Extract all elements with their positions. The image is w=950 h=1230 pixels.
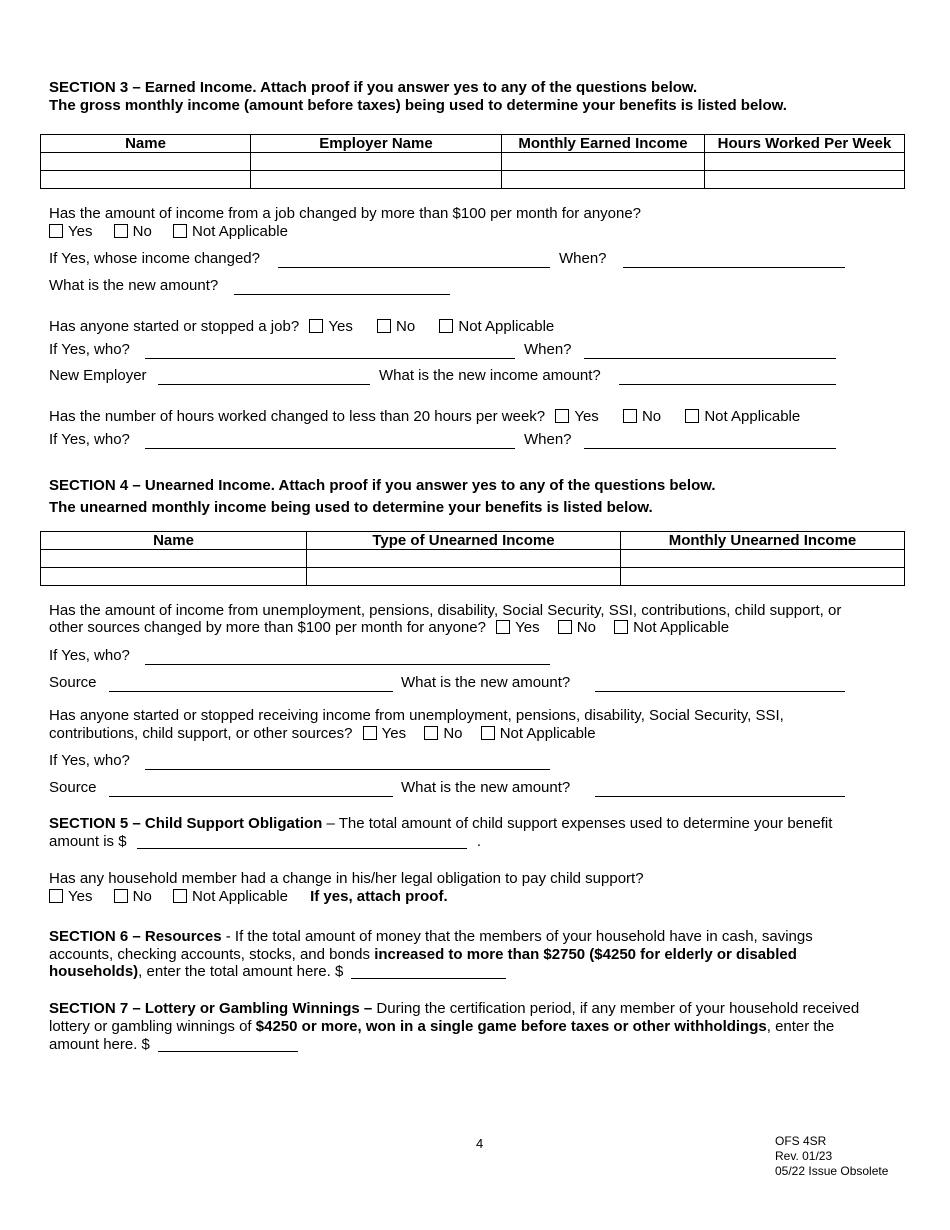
winnings-amount-label: amount here. $ bbox=[49, 1036, 150, 1053]
col-name: Name bbox=[41, 135, 251, 153]
source-label: Source bbox=[49, 779, 97, 796]
section7-threshold: $4250 or more, won in a single game before taxes or other withholdings bbox=[255, 1018, 767, 1035]
new-amount-label: What is the new amount? bbox=[49, 277, 219, 294]
table-cell[interactable] bbox=[307, 550, 621, 568]
earned-income-table bbox=[40, 134, 905, 189]
not-applicable-checkbox[interactable] bbox=[614, 620, 628, 634]
not-applicable-label: Not Applicable bbox=[704, 408, 801, 425]
whose-income-field[interactable] bbox=[278, 253, 550, 268]
yes-checkbox[interactable] bbox=[496, 620, 510, 634]
section5-line1 bbox=[49, 815, 832, 833]
yes-checkbox[interactable] bbox=[363, 726, 377, 740]
not-applicable-checkbox[interactable] bbox=[685, 409, 699, 423]
section5-text: – The total amount of child support expenses used to determine your benefit bbox=[322, 815, 833, 832]
col-name: Name bbox=[41, 532, 307, 550]
table-cell[interactable] bbox=[502, 171, 705, 189]
table-header-row bbox=[41, 532, 905, 550]
section6-households: households) bbox=[49, 963, 139, 980]
s4-q1-text: other sources changed by more than $100 per month for anyone? bbox=[49, 619, 486, 636]
no-checkbox[interactable] bbox=[114, 889, 128, 903]
table-cell[interactable] bbox=[705, 171, 905, 189]
new-income-label: What is the new income amount? bbox=[379, 367, 601, 384]
table-row bbox=[41, 550, 905, 568]
not-applicable-label: Not Applicable bbox=[458, 318, 555, 335]
yes-label: Yes bbox=[68, 888, 93, 905]
section3-heading: SECTION 3 – Earned Income. Attach proof if you answer yes to any of the questions below. bbox=[49, 79, 698, 96]
child-support-amount-field[interactable] bbox=[137, 834, 467, 849]
when-field[interactable] bbox=[623, 253, 845, 268]
new-employer-field[interactable] bbox=[158, 370, 370, 385]
section6-title: SECTION 6 – Resources bbox=[49, 928, 222, 945]
no-checkbox[interactable] bbox=[424, 726, 438, 740]
table-cell[interactable] bbox=[41, 153, 251, 171]
col-type-unearned-income: Type of Unearned Income bbox=[307, 532, 621, 550]
if-yes-who-label: If Yes, who? bbox=[49, 647, 130, 664]
table-row bbox=[41, 153, 905, 171]
not-applicable-checkbox[interactable] bbox=[173, 889, 187, 903]
period: . bbox=[476, 833, 482, 850]
section6-line2 bbox=[49, 946, 797, 964]
yes-checkbox[interactable] bbox=[309, 319, 323, 333]
yes-checkbox[interactable] bbox=[49, 224, 63, 238]
yes-label: Yes bbox=[574, 408, 599, 425]
col-employer-name: Employer Name bbox=[251, 135, 502, 153]
no-label: No bbox=[641, 408, 662, 425]
s4-q1-line1: Has the amount of income from unemployment, pensions, disability, Social Security, SSI, contributions, child support, or bbox=[49, 602, 842, 619]
s3-q2-text: Has anyone started or stopped a job? bbox=[49, 318, 300, 335]
new-amount-field[interactable] bbox=[595, 677, 845, 692]
table-cell[interactable] bbox=[41, 568, 307, 586]
section4-subheading: The unearned monthly income being used to determine your benefits is listed below. bbox=[49, 499, 653, 516]
section7-line1 bbox=[49, 1000, 859, 1018]
obsolete-note: 05/22 Issue Obsolete bbox=[775, 1164, 889, 1178]
section6-line1 bbox=[49, 928, 813, 946]
resources-amount-field[interactable] bbox=[351, 964, 506, 979]
when-label: When? bbox=[524, 431, 572, 448]
table-cell[interactable] bbox=[251, 171, 502, 189]
section5-line2 bbox=[49, 833, 481, 851]
attach-proof-note: If yes, attach proof. bbox=[310, 888, 448, 905]
no-label: No bbox=[132, 223, 152, 240]
section6-line3 bbox=[49, 963, 506, 981]
section7-text: During the certification period, if any member of your household received bbox=[372, 1000, 860, 1017]
table-row bbox=[41, 568, 905, 586]
col-monthly-unearned-income: Monthly Unearned Income bbox=[621, 532, 905, 550]
s4-q1-line2 bbox=[49, 619, 729, 637]
yes-label: Yes bbox=[381, 725, 407, 742]
who-field[interactable] bbox=[145, 344, 515, 359]
when-field[interactable] bbox=[584, 434, 836, 449]
section7-text2: lottery or gambling winnings of bbox=[49, 1018, 256, 1035]
new-amount-label: What is the new amount? bbox=[401, 674, 571, 691]
not-applicable-label: Not Applicable bbox=[192, 223, 288, 240]
if-yes-who-label: If Yes, who? bbox=[49, 752, 130, 769]
table-cell[interactable] bbox=[41, 550, 307, 568]
section7-line2 bbox=[49, 1018, 834, 1036]
if-yes-who-label: If Yes, who? bbox=[49, 431, 130, 448]
not-applicable-label: Not Applicable bbox=[499, 725, 596, 742]
new-income-field[interactable] bbox=[619, 370, 836, 385]
form-id: OFS 4SR bbox=[775, 1134, 827, 1148]
section6-text3: , enter the total amount here. $ bbox=[138, 963, 344, 980]
not-applicable-checkbox[interactable] bbox=[439, 319, 453, 333]
source-field[interactable] bbox=[109, 677, 393, 692]
form-revision: Rev. 01/23 bbox=[775, 1149, 833, 1163]
section5-title: SECTION 5 – Child Support Obligation bbox=[49, 815, 323, 832]
table-header-row bbox=[41, 135, 905, 153]
table-cell[interactable] bbox=[705, 153, 905, 171]
not-applicable-checkbox[interactable] bbox=[173, 224, 187, 238]
source-label: Source bbox=[49, 674, 97, 691]
table-cell[interactable] bbox=[621, 568, 905, 586]
section6-text: - If the total amount of money that the members of your household have in cash, savings bbox=[221, 928, 813, 945]
col-monthly-earned-income: Monthly Earned Income bbox=[502, 135, 705, 153]
section7-line3 bbox=[49, 1036, 298, 1054]
table-row bbox=[41, 171, 905, 189]
yes-checkbox[interactable] bbox=[49, 889, 63, 903]
no-checkbox[interactable] bbox=[377, 319, 391, 333]
no-label: No bbox=[132, 888, 152, 905]
when-field[interactable] bbox=[584, 344, 836, 359]
table-cell[interactable] bbox=[307, 568, 621, 586]
section6-threshold: increased to more than $2750 ($4250 for elderly or disabled bbox=[374, 946, 797, 963]
new-amount-label: What is the new amount? bbox=[401, 779, 571, 796]
table-cell[interactable] bbox=[502, 153, 705, 171]
s3-q3-text: Has the number of hours worked changed to less than 20 hours per week? bbox=[49, 408, 546, 425]
s3-q2 bbox=[49, 318, 554, 336]
no-checkbox[interactable] bbox=[558, 620, 572, 634]
unearned-income-table bbox=[40, 531, 905, 586]
source-field[interactable] bbox=[109, 782, 393, 797]
whose-income-label: If Yes, whose income changed? bbox=[49, 250, 260, 267]
section6-text2: accounts, checking accounts, stocks, and bonds bbox=[49, 946, 375, 963]
section7-text2c: , enter the bbox=[766, 1018, 835, 1035]
not-applicable-label: Not Applicable bbox=[192, 888, 288, 905]
s4-q2-text: contributions, child support, or other sources? bbox=[49, 725, 353, 742]
if-yes-who-label: If Yes, who? bbox=[49, 341, 130, 358]
s5-options bbox=[49, 888, 448, 906]
no-label: No bbox=[396, 318, 416, 335]
section3-subheading: The gross monthly income (amount before taxes) being used to determine your benefits is listed below. bbox=[49, 97, 787, 114]
winnings-amount-field[interactable] bbox=[158, 1037, 298, 1052]
when-label: When? bbox=[559, 250, 607, 267]
section4-heading: SECTION 4 – Unearned Income. Attach proof if you answer yes to any of the questions below. bbox=[49, 477, 716, 494]
yes-label: Yes bbox=[515, 619, 540, 636]
new-employer-label: New Employer bbox=[49, 367, 147, 384]
yes-label: Yes bbox=[68, 223, 93, 240]
no-label: No bbox=[576, 619, 596, 636]
table-cell[interactable] bbox=[251, 153, 502, 171]
not-applicable-label: Not Applicable bbox=[633, 619, 730, 636]
s3-q1-options bbox=[49, 223, 288, 241]
no-checkbox[interactable] bbox=[623, 409, 637, 423]
not-applicable-checkbox[interactable] bbox=[481, 726, 495, 740]
who-field[interactable] bbox=[145, 755, 550, 770]
table-cell[interactable] bbox=[41, 171, 251, 189]
no-label: No bbox=[443, 725, 463, 742]
when-label: When? bbox=[524, 341, 572, 358]
s4-q2-line2 bbox=[49, 725, 596, 743]
new-amount-field[interactable] bbox=[234, 280, 450, 295]
who-field[interactable] bbox=[145, 650, 550, 665]
yes-label: Yes bbox=[328, 318, 353, 335]
child-support-amount-label: amount is $ bbox=[49, 833, 127, 850]
s3-q3 bbox=[49, 408, 800, 426]
yes-checkbox[interactable] bbox=[555, 409, 569, 423]
section7-title: SECTION 7 – Lottery or Gambling Winnings – bbox=[49, 1000, 373, 1017]
s4-q2-line1: Has anyone started or stopped receiving income from unemployment, pensions, disability, Social Security, SSI, bbox=[49, 707, 784, 724]
table-cell[interactable] bbox=[621, 550, 905, 568]
s5-question: Has any household member had a change in his/her legal obligation to pay child support? bbox=[49, 870, 644, 887]
page-number: 4 bbox=[476, 1136, 484, 1151]
who-field[interactable] bbox=[145, 434, 515, 449]
col-hours-worked: Hours Worked Per Week bbox=[705, 135, 905, 153]
new-amount-field[interactable] bbox=[595, 782, 845, 797]
s3-q1-text: Has the amount of income from a job changed by more than $100 per month for anyone? bbox=[49, 205, 642, 222]
no-checkbox[interactable] bbox=[114, 224, 128, 238]
